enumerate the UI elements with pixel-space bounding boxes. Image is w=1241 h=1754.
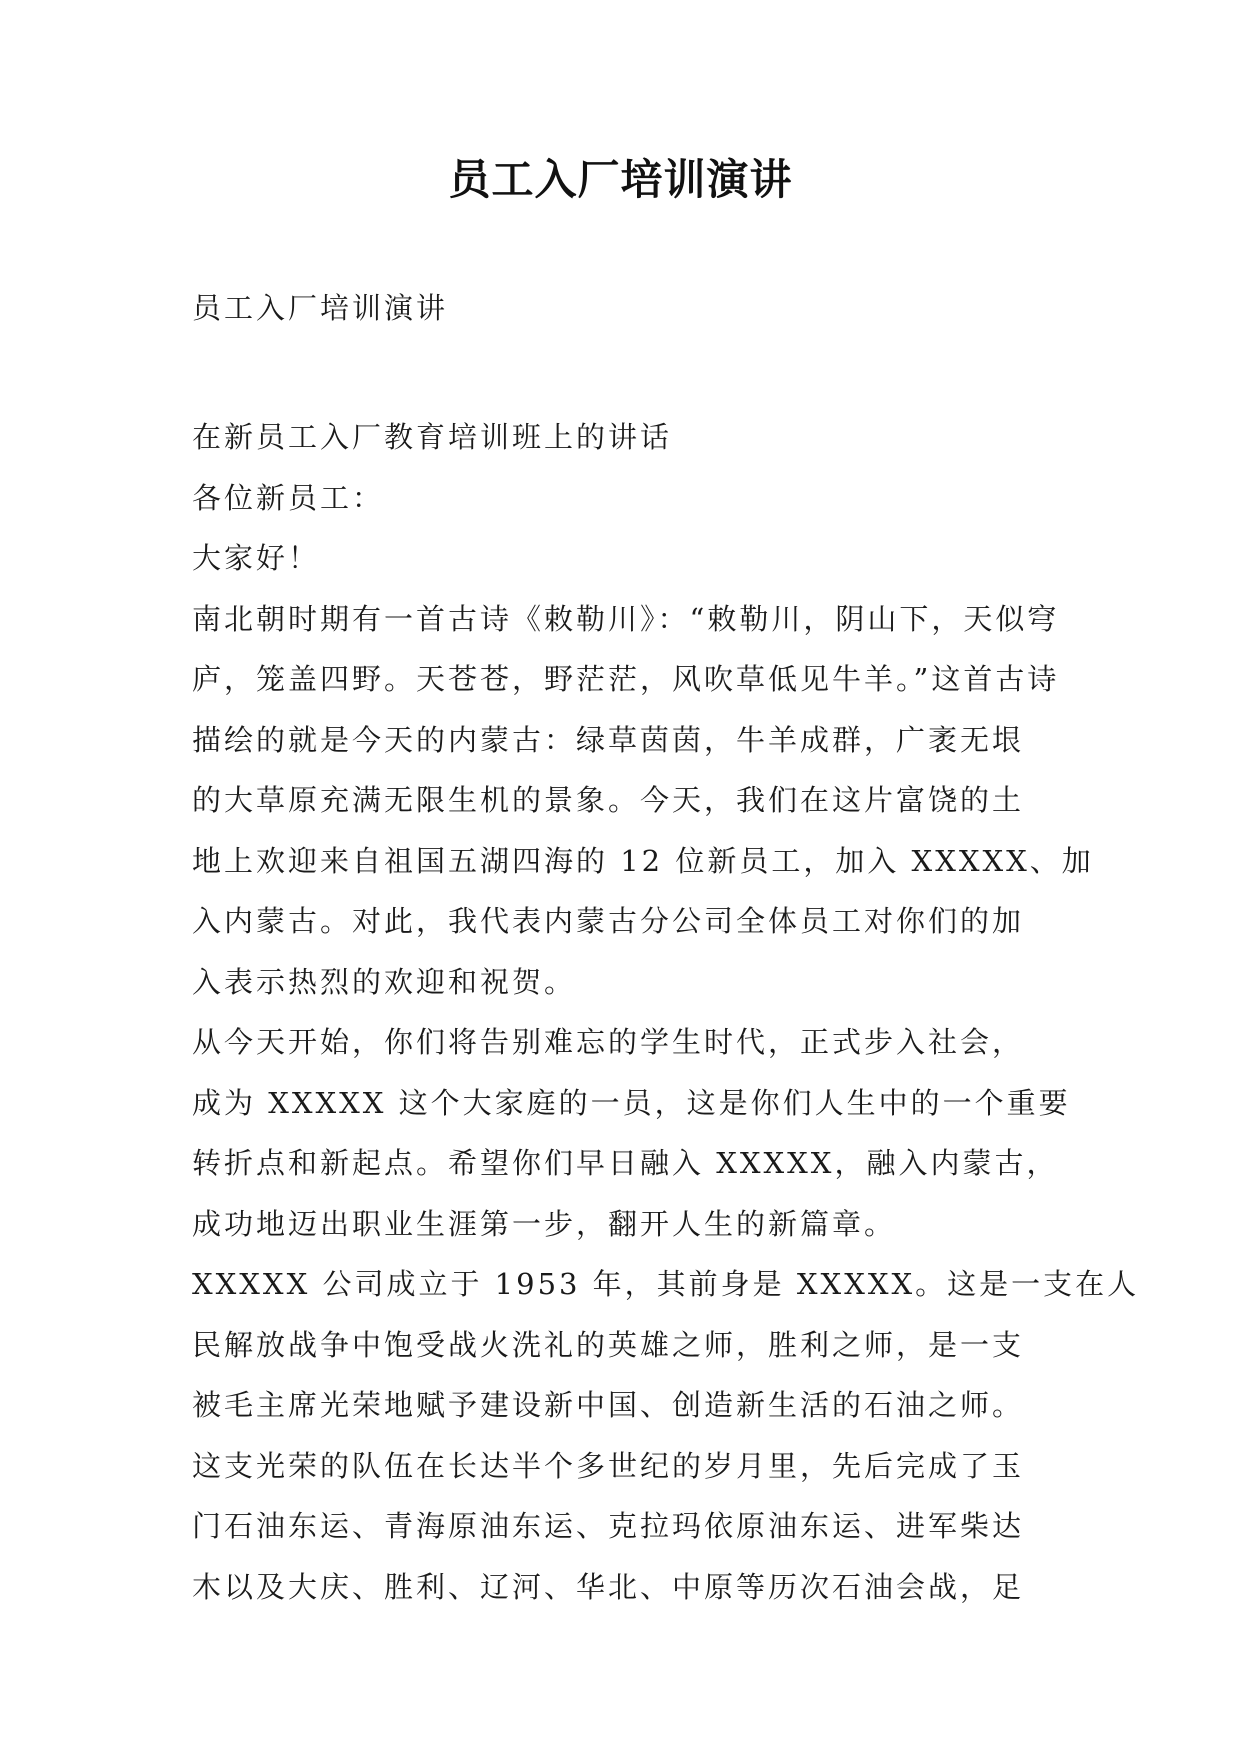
paragraph-line: 从今天开始，你们将告别难忘的学生时代，正式步入社会， — [192, 1025, 1025, 1059]
paragraph-line: XXXXX 公司成立于 1953 年，其前身是 XXXXX。这是一支在人 — [192, 1267, 1140, 1301]
paragraph-line: 民解放战争中饱受战火洗礼的英雄之师，胜利之师，是一支 — [192, 1327, 1025, 1362]
document-title: 员工入厂培训演讲 — [448, 155, 793, 204]
greeting: 大家好！ — [192, 541, 321, 575]
paragraph-line: 庐，笼盖四野。天苍苍，野茫茫，风吹草低见牛羊。”这首古诗 — [192, 662, 1060, 696]
paragraph-line: 地上欢迎来自祖国五湖四海的 12 位新员工，加入 XXXXX、加 — [192, 843, 1094, 878]
speech-heading: 在新员工入厂教育培训班上的讲话 — [192, 420, 673, 454]
paragraph-line: 成功地迈出职业生涯第一步，翻开人生的新篇章。 — [192, 1206, 897, 1241]
document-body — [192, 407, 1140, 1617]
paragraph-line: 的大草原充满无限生机的景象。今天，我们在这片富饶的土 — [192, 783, 1025, 817]
document-subtitle: 员工入厂培训演讲 — [192, 291, 449, 325]
paragraph-line: 木以及大庆、胜利、辽河、华北、中原等历次石油会战，足 — [192, 1569, 1025, 1604]
paragraph-line: 入表示热烈的欢迎和祝贺。 — [192, 964, 577, 999]
paragraph-line: 被毛主席光荣地赋予建设新中国、创造新生活的石油之师。 — [192, 1388, 1025, 1422]
paragraph-line: 描绘的就是今天的内蒙古：绿草茵茵，牛羊成群，广袤无垠 — [192, 722, 1025, 757]
paragraph-line: 这支光荣的队伍在长达半个多世纪的岁月里，先后完成了玉 — [192, 1448, 1025, 1483]
paragraph-line: 南北朝时期有一首古诗《敕勒川》：“敕勒川，阴山下，天似穹 — [192, 601, 1060, 636]
salutation: 各位新员工： — [192, 480, 385, 515]
paragraph-line: 门石油东运、青海原油东运、克拉玛依原油东运、进军柴达 — [192, 1509, 1025, 1543]
paragraph-line: 成为 XXXXX 这个大家庭的一员，这是你们人生中的一个重要 — [192, 1085, 1071, 1120]
paragraph-line: 转折点和新起点。希望你们早日融入 XXXXX，融入内蒙古， — [192, 1146, 1059, 1180]
paragraph-line: 入内蒙古。对此，我代表内蒙古分公司全体员工对你们的加 — [192, 904, 1025, 938]
